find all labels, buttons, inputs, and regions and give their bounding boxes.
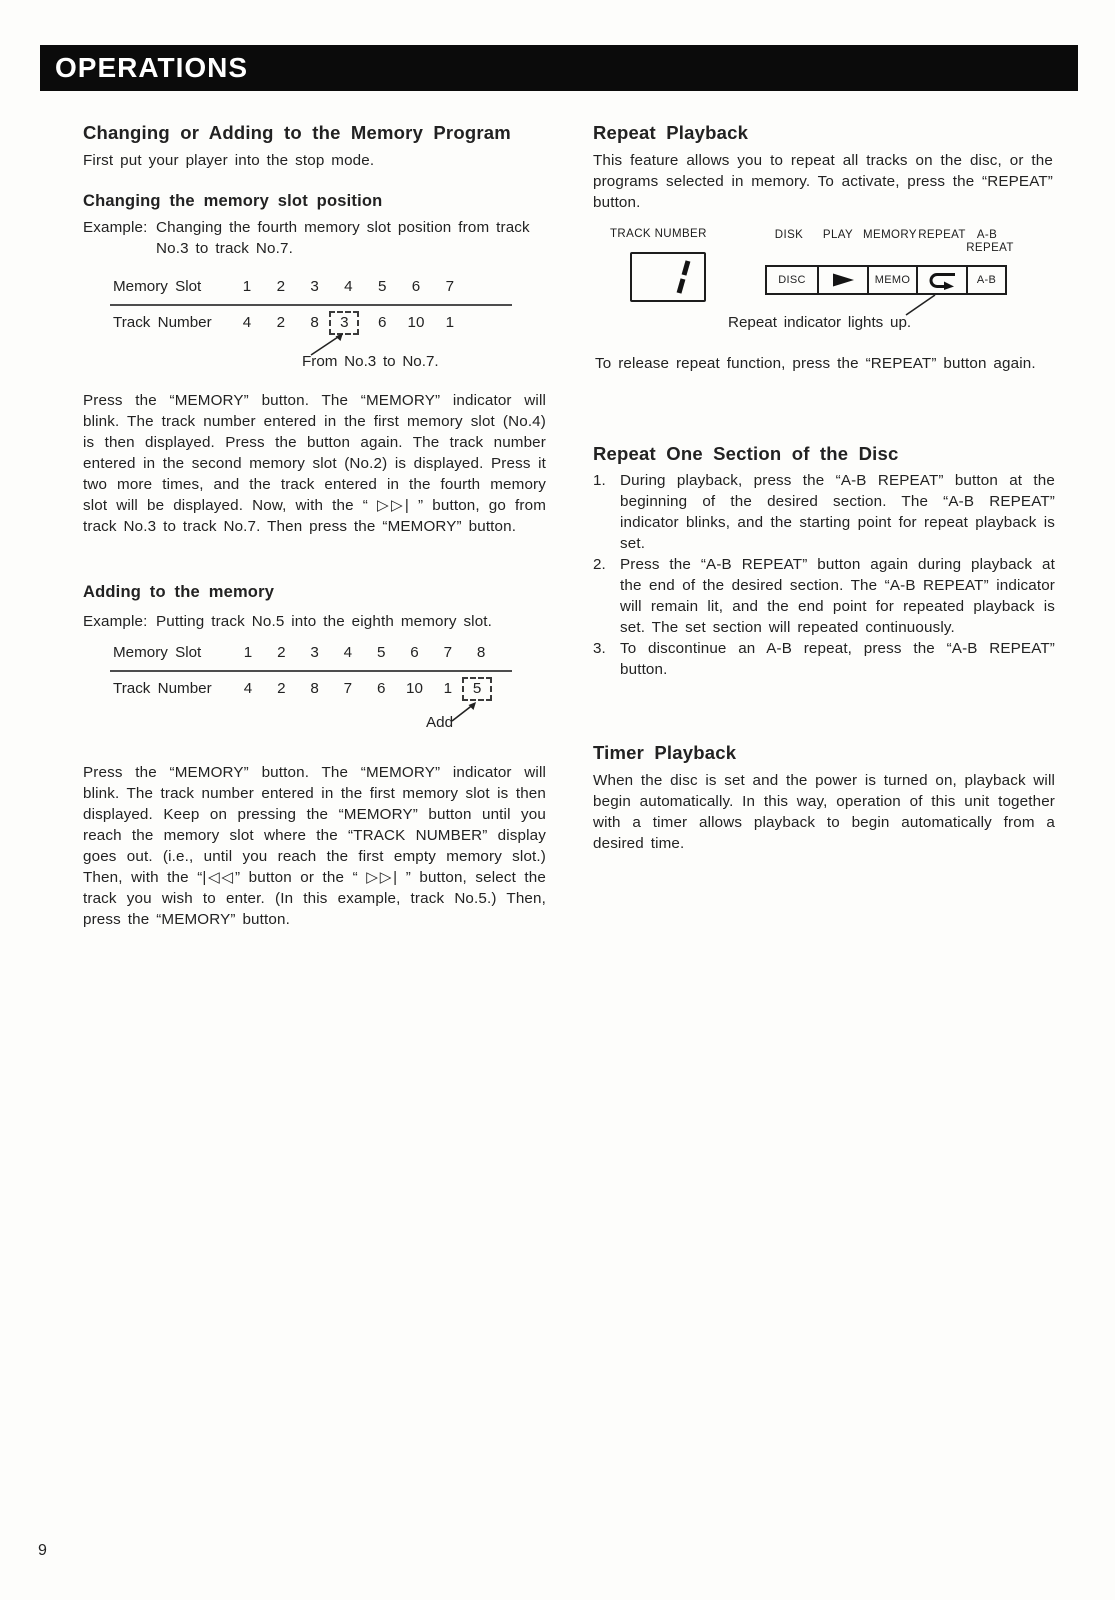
table2-slot: 4 [343,644,353,661]
timer-playback-paragraph: When the disc is set and the power is turned on, playback will begin automatically. In this way, operation of this unit together with a timer allows playback to begin automatically from a desired time. [593,772,1055,852]
page-number: 9 [38,1542,47,1559]
table1-slot: 4 [344,278,353,295]
repeat-callout-text: Repeat indicator lights up. [728,314,912,331]
table2-track: 10 [406,680,423,697]
table2-track: 7 [343,680,353,697]
ab-repeat-label-line2: REPEAT [966,242,1014,254]
display-panel-figure [593,224,1055,336]
list-item-text: To discontinue an A-B repeat, press the “A-B REPEAT” button. [620,640,1055,678]
memory-paragraph-1: Press the “MEMORY” button. The “MEMORY” indicator will blink. The track number entered in the first memory slot (No.4) is then displayed. Press the button again. The track number entered in the second memory slot (No.2) is displayed. Press it two more times, and the track entered in the fourth memory slot will be displayed. Now, with the “ ▷▷| ” button, go from track No.3 to track No.7. Then press the “MEMORY” button. [83,392,546,535]
table1-track: 1 [445,314,455,331]
table1-slot: 1 [242,278,252,295]
table2-track: 1 [443,680,453,697]
disk-indicator-label: DISK [774,229,804,241]
table2-slot: 6 [410,644,419,661]
example-label: Example: [83,219,148,236]
list-item-number: 2. [593,556,606,573]
section-title-repeat-playback: Repeat Playback [593,122,749,143]
repeat-playback-paragraph: This feature allows you to repeat all tracks on the disc, or the programs selected in memory. To activate, press the “REPEAT” button. [593,152,1053,211]
table1-rule [110,304,512,306]
example-adding-memory [83,611,548,632]
table1-slot: 6 [411,278,421,295]
header-bar [40,45,1078,91]
table1-track: 4 [242,314,252,331]
example-label: Example: [83,613,148,630]
table1-slot: 3 [310,278,319,295]
table1-track: 10 [407,314,425,331]
table1-callout-text: From No.3 to No.7. [302,353,439,370]
table2-track: 4 [243,680,253,697]
table2-track: 6 [376,680,386,697]
section-title-repeat-one-section: Repeat One Section of the Disc [593,443,899,464]
table2-slot: 2 [277,644,286,661]
table2-slot: 3 [310,644,319,661]
memory-paragraph-2: Press the “MEMORY” button. The “MEMORY” indicator will blink. The track number entered in the first memory slot is then displayed. Keep on pressing the “MEMORY” button until you reach the memory slot where the “TRACK NUMBER” display goes out. (i.e., until you reach the first empty memory slot.) Then, with the “|◁◁” button or the “ ▷▷| ” button, select the track you wish to enter. (In this example, track No.5.) Then, press the “MEMORY” button. [83,764,546,928]
memory-indicator-label: MEMORY [863,229,917,241]
table1-track-boxed: 3 [329,311,359,335]
list-item [593,470,1055,554]
table1-track: 2 [276,314,286,331]
example-text: Changing the fourth memory slot position from track No.3 to track No.7. [156,219,530,257]
repeat-callout-line [898,294,938,316]
table2-slot: 7 [443,644,453,661]
list-item-number: 1. [593,472,606,489]
repeat-release-note: To release repeat function, press the “REPEAT” button again. [595,355,1036,372]
seven-segment-digit-1 [632,254,704,300]
table2-rule [110,670,512,672]
play-indicator-cell [817,267,867,293]
table2-track: 2 [277,680,286,697]
ab-indicator-cell: A-B [966,267,1005,293]
table2-track-boxed: 5 [462,677,492,701]
ab-repeat-steps-list [593,470,1055,680]
table2-track: 8 [310,680,319,697]
table2-callout-arrow [448,698,482,722]
example-changing-slot [83,217,548,259]
table1-row2-label: Track Number [113,314,212,331]
list-item-text: Press the “A-B REPEAT” button again during playback at the end of the desired section. The “A-B REPEAT” indicator will remain lit, and the end point for repeated playback is set. The set section will repeated continuously. [620,556,1055,636]
page-title: OPERATIONS [55,52,249,83]
list-item [593,638,1055,680]
example-text: Putting track No.5 into the eighth memory slot. [156,613,493,630]
repeat-indicator-cell [916,267,966,293]
indicator-cells [765,265,1007,295]
play-triangle-icon [830,272,856,288]
section-title-memory-program: Changing or Adding to the Memory Program [83,122,511,143]
repeat-indicator-label: REPEAT [918,229,966,241]
table2-slot: 1 [243,644,253,661]
track-number-label: TRACK NUMBER [610,228,707,240]
table1-row1-label: Memory Slot [113,278,202,295]
subsection-title-changing-slot: Changing the memory slot position [83,192,383,210]
table2-callout-text: Add [426,714,454,731]
play-indicator-label: PLAY [822,229,854,241]
table2-slot: 8 [476,644,486,661]
track-number-display [630,252,706,302]
subsection-title-adding-memory: Adding to the memory [83,583,275,601]
table1-slot: 5 [377,278,387,295]
memory-program-intro: First put your player into the stop mode. [83,152,375,169]
section-title-timer-playback: Timer Playback [593,742,737,763]
list-item [593,554,1055,638]
table1-track: 8 [310,314,319,331]
repeat-loop-arrow-icon [926,270,958,290]
ab-repeat-label-line1: A-B [976,229,998,241]
memo-indicator-cell: MEMO [867,267,916,293]
table1-slot: 7 [445,278,455,295]
list-item-text: During playback, press the “A-B REPEAT” button at the beginning of the desired section. The “A-B REPEAT” indicator blinks, and the starting point for repeat playback is set. [620,472,1055,552]
table2-slot: 5 [376,644,386,661]
table1-slot: 2 [276,278,286,295]
table1-track: 6 [377,314,387,331]
list-item-number: 3. [593,640,606,657]
table2-row2-label: Track Number [113,680,212,697]
table2-row1-label: Memory Slot [113,644,202,661]
disc-indicator-cell: DISC [778,274,806,286]
